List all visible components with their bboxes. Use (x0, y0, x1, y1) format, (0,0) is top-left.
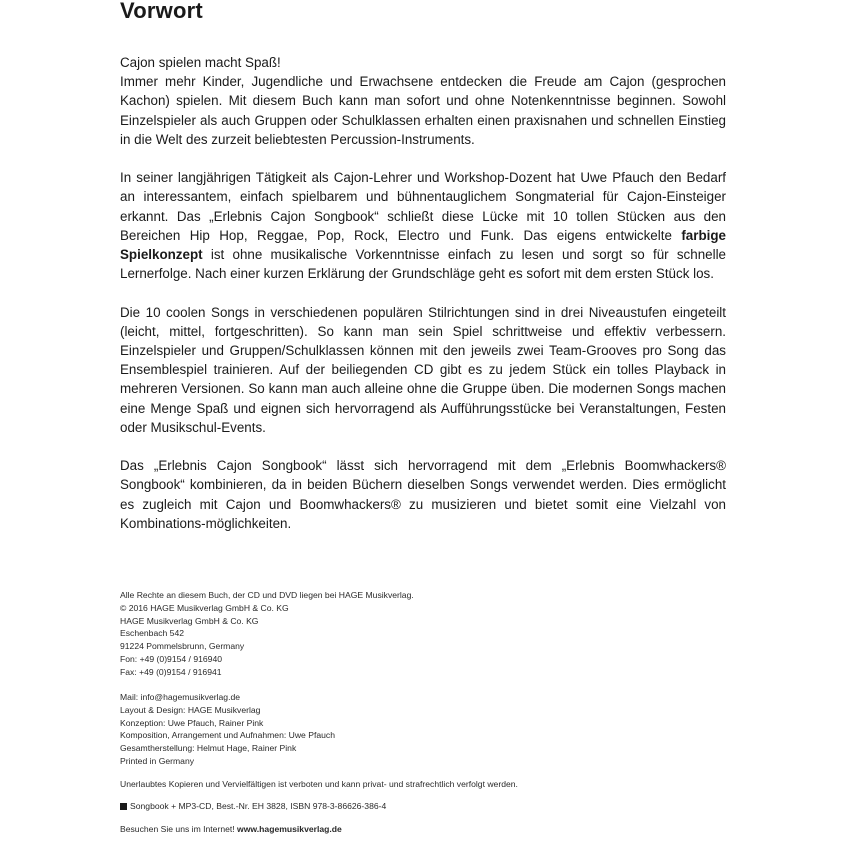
imprint-fax: Fax: +49 (0)9154 / 916941 (120, 666, 222, 677)
imprint (120, 589, 726, 836)
imprint-mail: Mail: info@hagemusikverlag.de (120, 692, 241, 702)
imprint-city: 91224 Pommelsbrunn, Germany (120, 641, 245, 651)
intro-text: Immer mehr Kinder, Jugendliche und Erwachsene entdecken die Freude am Cajon (gesprochen Kachon) spielen. Mit diesem Buch kann man sofort und ohne Notenkenntnisse beginnen. Sowohl Einzelspieler als auch Gruppen oder Schulklassen erhalten einen praxisnahen und schnellen Einstieg in die Welt des zurzeit beliebtesten Percussion-Instruments. (120, 74, 726, 147)
imprint-order (120, 800, 726, 813)
paragraph-concept (120, 168, 726, 283)
imprint-copyright: © 2016 HAGE Musikverlag GmbH & Co. KG (120, 602, 289, 613)
foreword-body (120, 53, 726, 552)
imprint-composition: Komposition, Arrangement und Aufnahmen: Uwe Pfauch (120, 730, 335, 741)
page-title: Vorwort (120, 0, 203, 23)
imprint-publisher: HAGE Musikverlag GmbH & Co. KG (120, 615, 259, 626)
paragraph-concept-end: ist ohne musikalische Vorkenntnisse einfach zu lesen und sorgt so für schnelle Lernerfolge. Nach einer kurzen Erklärung der Grundschläge geht es sofort mit dem ersten Stück los. (120, 247, 726, 282)
imprint-visit (120, 823, 726, 836)
paragraph-concept-bold: farbige Spielkonzept (120, 227, 726, 263)
imprint-printed: Printed in Germany (120, 755, 195, 766)
square-bullet-icon (120, 803, 127, 810)
intro-line: Cajon spielen macht Spaß! (120, 55, 281, 70)
website-link[interactable]: www.hagemusikverlag.de (237, 824, 342, 834)
paragraph-songs: Die 10 coolen Songs in verschiedenen populären Stilrichtungen sind in drei Niveaustufen eingeteilt (leicht, mittel, fortgeschritten). So kann man sein Spiel schrittweise und effektiv verbessern. Einzelspieler und Gruppen/Schulklassen können mit den jeweils zwei Team-Grooves pro Song das Ensemblespiel trainieren. Auf der beiliegenden CD gibt es zu jedem Stück ein tolles Playback in mehreren Versionen. So kann man auch alleine ohne die Gruppe üben. Die modernen Songs machen eine Menge Spaß und eignen sich hervorragend als Aufführungsstücke bei Veranstaltungen, Festen oder Musikschul-Events. (120, 304, 726, 435)
intro-paragraph (120, 53, 726, 72)
imprint-warning: Unerlaubtes Kopieren und Vervielfältigen ist verboten und kann privat- und strafrechtlich verfolgt werden. (120, 778, 518, 789)
imprint-visit-text: Besuchen Sie uns im Internet! (120, 824, 238, 834)
paragraph-concept-start: In seiner langjährigen Tätigkeit als Cajon-Lehrer und Workshop-Dozent hat Uwe Pfauch den Bedarf an interessantem, einfach spielbarem und bühnentauglichem Songmaterial für Cajon-Einsteiger erkannt. Das „Erlebnis Cajon Songbook“ schließt diese Lücke mit 10 tollen Stücken aus den Bereichen Hip Hop, Reggae, Pop, Rock, Electro und Funk. Das eigens entwickelte (120, 170, 726, 243)
imprint-rights: Alle Rechte an diesem Buch, der CD und DVD liegen bei HAGE Musikverlag. (120, 590, 414, 600)
imprint-layout: Layout & Design: HAGE Musikverlag (120, 704, 261, 715)
paragraph-combination: Das „Erlebnis Cajon Songbook“ lässt sich hervorragend mit dem „Erlebnis Boomwhackers® Songbook“ kombinieren, da in beiden Büchern dieselben Songs verwendet werden. Dies ermöglicht es zugleich mit Cajon und Boomwhackers® zu musizieren und bietet somit eine Vielzahl von Kombinations-möglichkeiten. (120, 458, 726, 531)
imprint-production: Gesamtherstellung: Helmut Hage, Rainer Pink (120, 743, 297, 753)
imprint-street: Eschenbach 542 (120, 628, 185, 639)
imprint-concept: Konzeption: Uwe Pfauch, Rainer Pink (120, 717, 264, 728)
imprint-phone: Fon: +49 (0)9154 / 916940 (120, 653, 223, 664)
imprint-order-text: Songbook + MP3-CD, Best.-Nr. EH 3828, ISBN 978-3-86626-386-4 (130, 801, 387, 812)
